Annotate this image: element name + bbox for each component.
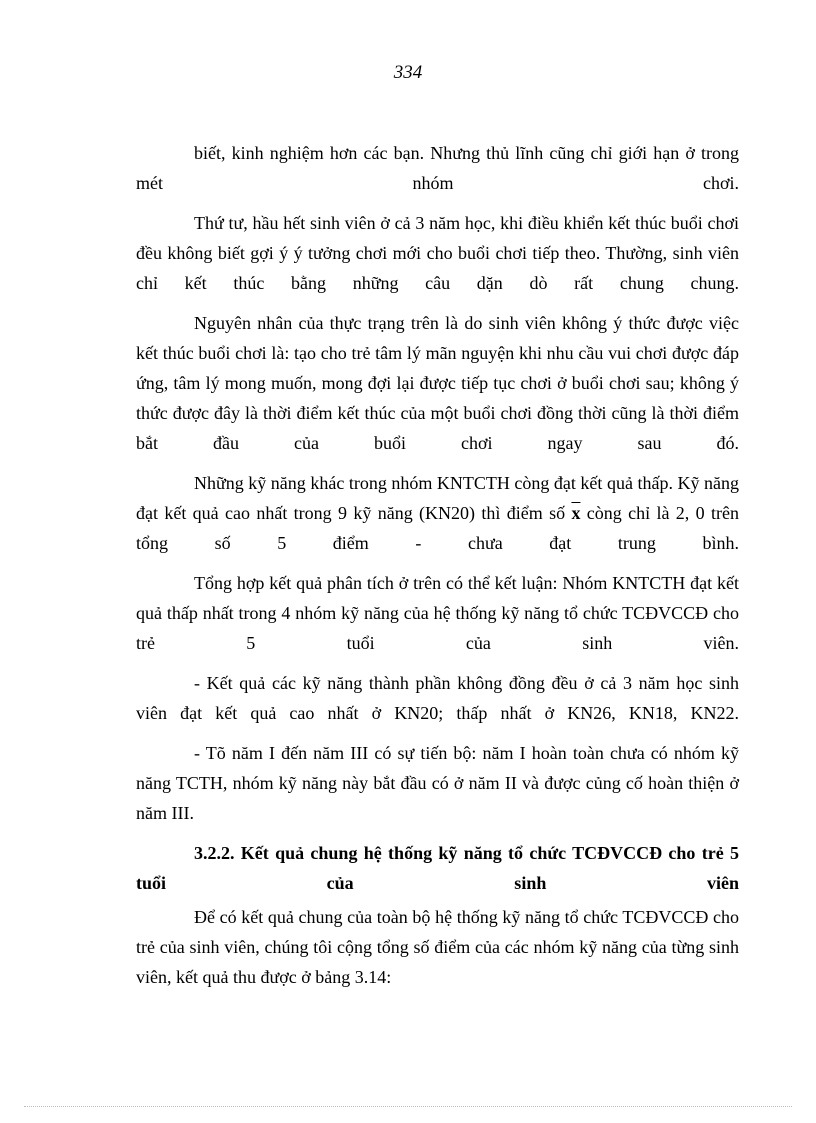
paragraph-2-line-1: Thứ tư, hầu hết sinh viên ở cả 3 năm học, khi điều khiển kết thúc buổi xyxy=(194,213,703,233)
section-heading: 3.2.2. Kết quả chung hệ thống kỹ năng tổ chức TCĐVCCĐ cho trẻ 5 tuổi của sinh viên xyxy=(136,843,739,893)
paragraph-3: Nguyên nhân của thực trạng trên là do sinh viên không ý thức được việc kết thúc buổi chơi là: tạo cho trẻ tâm lý mãn nguyện khi nhu cầu vui chơi được đáp ứng, tâm lý mong muốn, mong đợi lại được tiếp tục chơi ở buổi chơi sau; không ý thức được đây là thời điểm kết thúc của một buổi chơi đồng thời cũng là thời điểm bắt đầu của buổi chơi ngay sau đó. xyxy=(136,313,739,453)
paragraph-1-line-1: biết, kinh nghiệm hơn các bạn. Nhưng thủ lĩnh cũng chỉ giới hạn ở trong xyxy=(194,143,739,163)
body-text xyxy=(136,138,739,1002)
paragraph-4 xyxy=(136,468,739,558)
paragraph-2-line-3: sinh viên chỉ kết thúc bằng những câu dặn dò rất chung chung. xyxy=(136,243,740,293)
paragraph-4-part-1: Những kỹ năng khác trong nhóm KNTCTH còng đạt kết quả thấp. Kỹ năng đạt kết quả cao nhất trong 9 kỹ năng (KN20) thì điểm số xyxy=(136,473,739,523)
paragraph-1 xyxy=(136,138,739,198)
paragraph-6: - Kết quả các kỹ năng thành phần không đồng đều ở cả 3 năm học sinh viên đạt kết quả cao nhất ở KN20; thấp nhất ở KN26, KN18, KN22. xyxy=(136,673,739,723)
paragraph-5: Tổng hợp kết quả phân tích ở trên có thể kết luận: Nhóm KNTCTH đạt kết quả thấp nhất trong 4 nhóm kỹ năng của hệ thống kỹ năng tổ chức TCĐVCCĐ cho trẻ 5 tuổi của sinh viên. xyxy=(136,573,739,653)
mean-symbol: $\overline{x}$ xyxy=(571,503,581,523)
paragraph-7: - Tõ năm I đến năm III có sự tiến bộ: năm I hoàn toàn chưa có nhóm kỹ năng TCTH, nhóm kỹ năng này bắt đầu có ở năm II và được củng cố hoàn thiện ở năm III. xyxy=(136,743,739,823)
paragraph-2 xyxy=(136,208,739,298)
paragraph-1-line-2: mét nhóm chơi. xyxy=(136,173,739,193)
page-number: 334 xyxy=(393,62,423,83)
paragraph-4-part-2: còng chỉ là 2, 0 trên tổng số 5 điểm - chưa đạt trung bình. xyxy=(136,503,739,553)
paragraph-final: Để có kết quả chung của toàn bộ hệ thống kỹ năng tổ chức TCĐVCCĐ cho trẻ của sinh viên, chúng tôi cộng tổng số điểm của các nhóm kỹ năng của từng sinh viên, kết quả thu được ở bảng 3.14: xyxy=(136,907,739,987)
page-bottom-divider xyxy=(24,1106,792,1107)
paragraph-2-line-2: chơi đều không biết gợi ý ý tưởng chơi mới cho buổi chơi tiếp theo. Thường, xyxy=(136,213,739,263)
